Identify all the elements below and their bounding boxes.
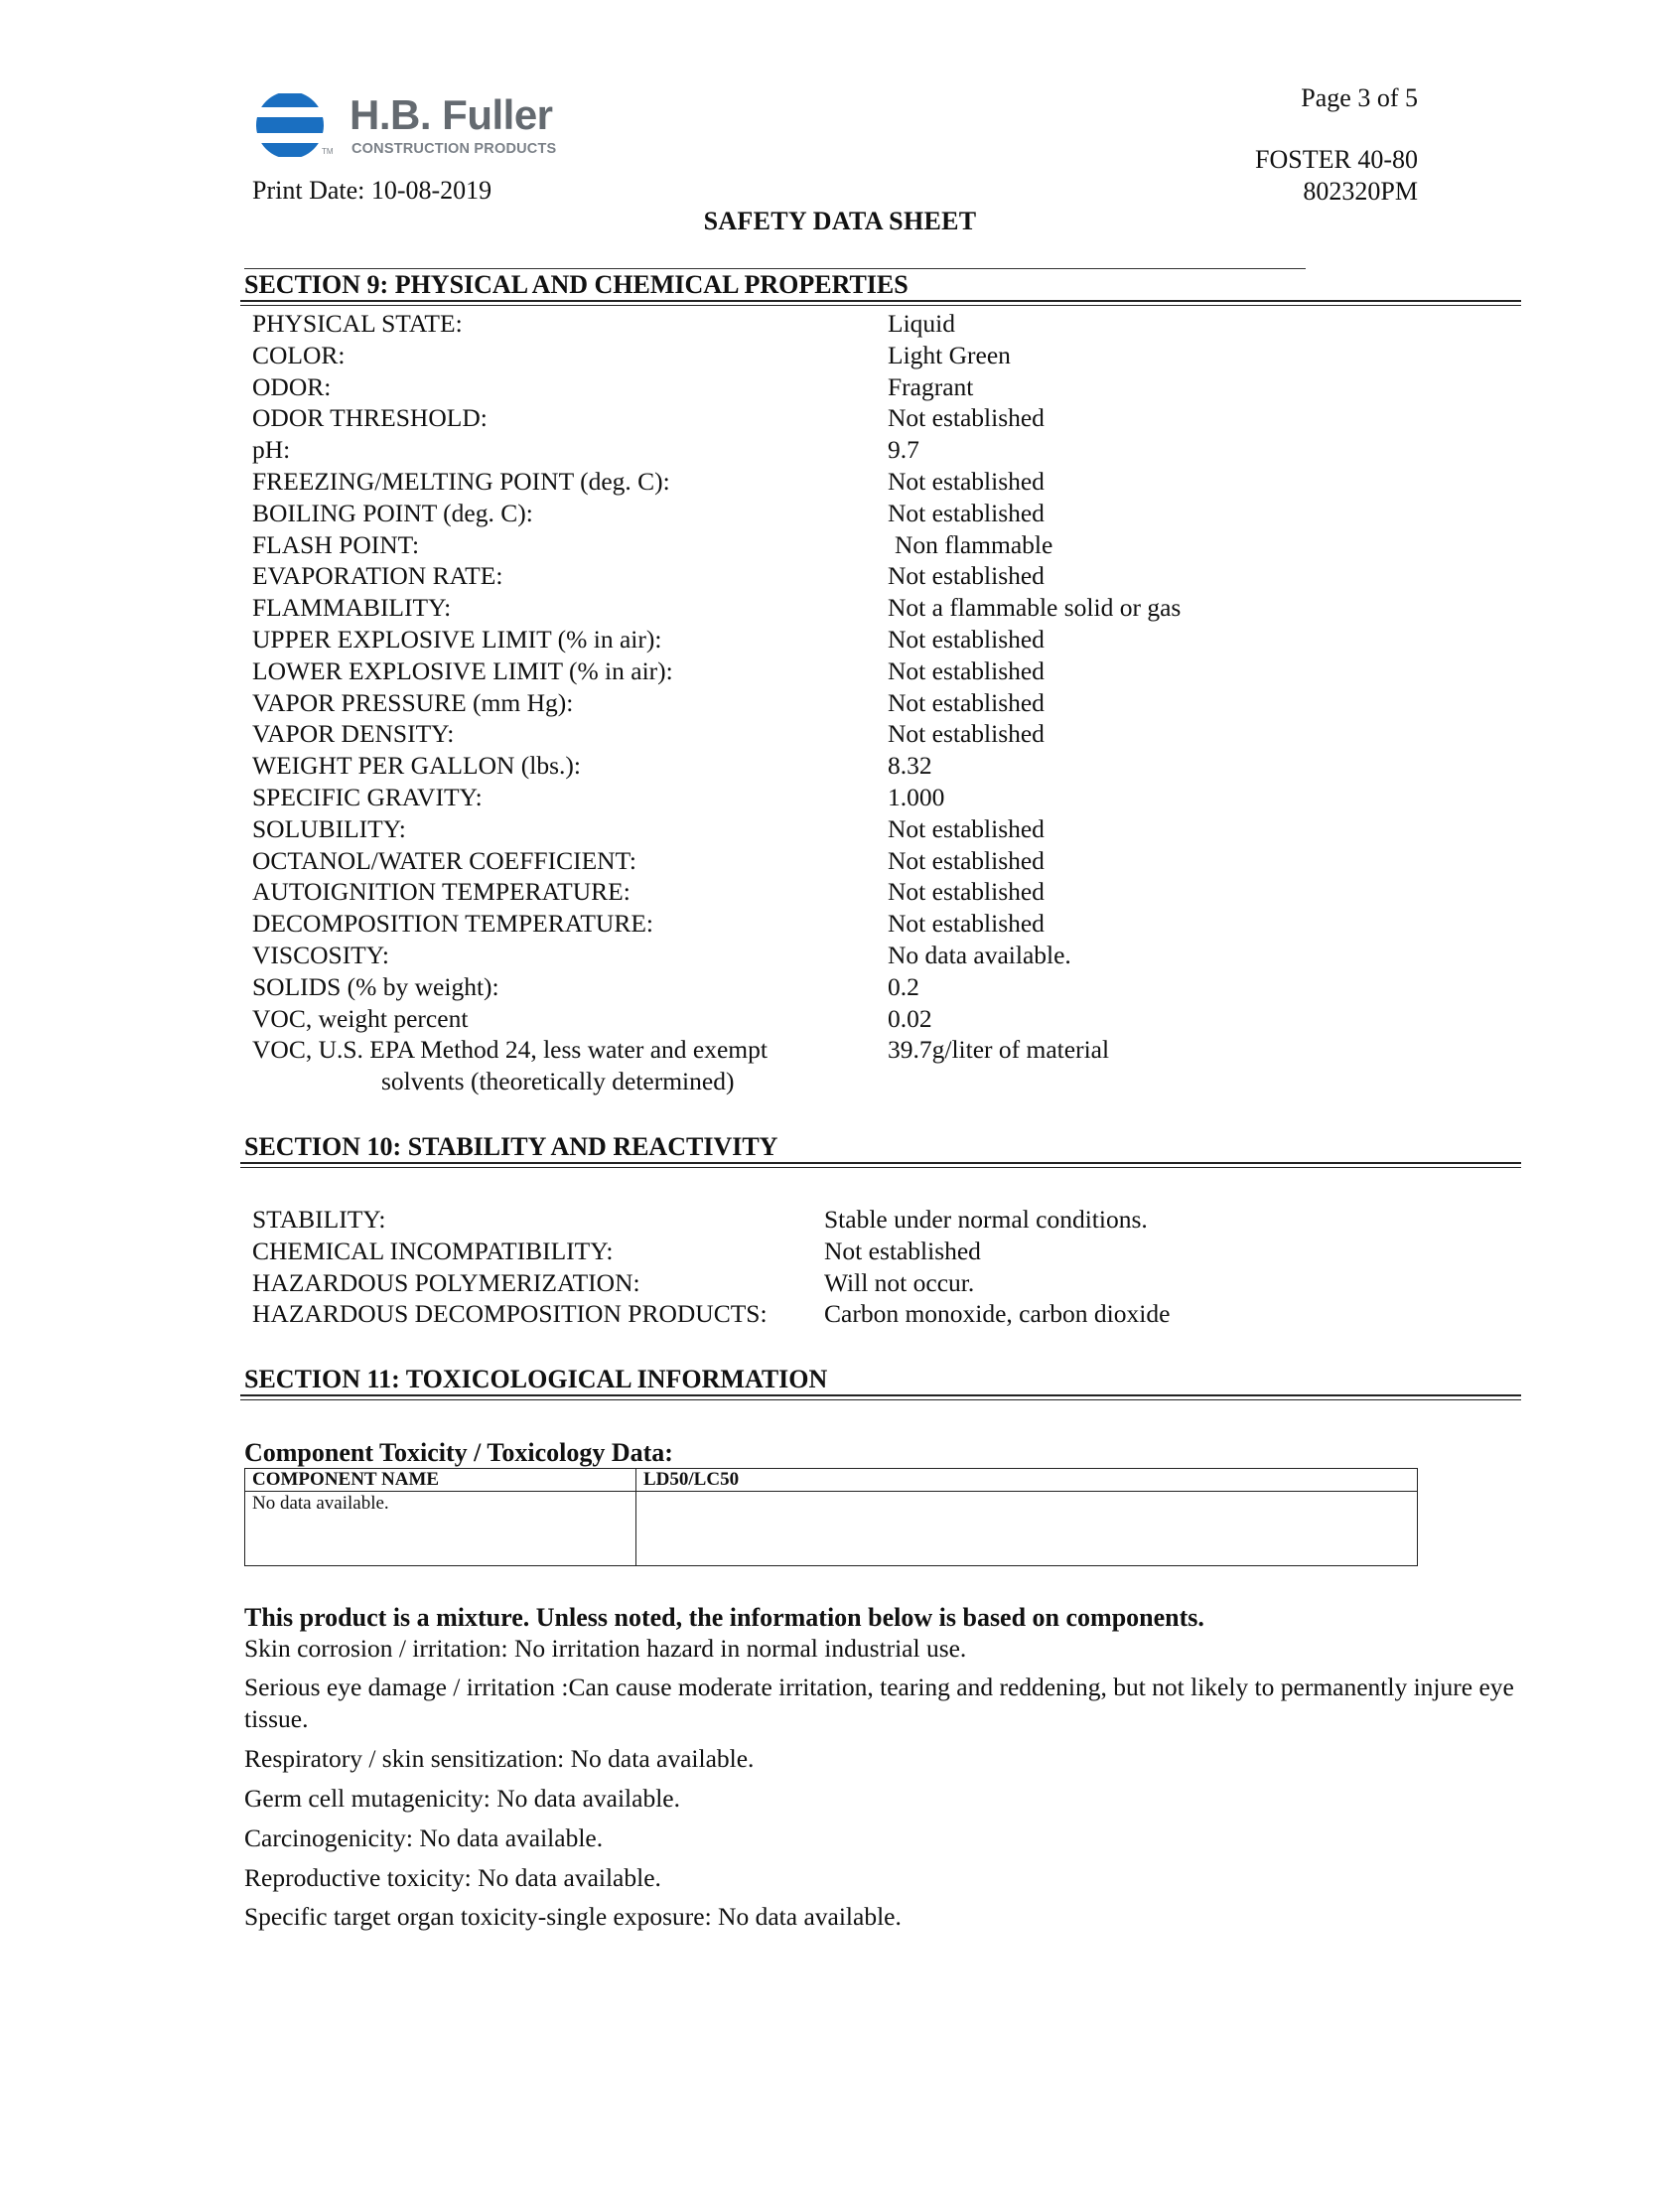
property-value: Not established bbox=[888, 466, 1045, 496]
property-label: OCTANOL/WATER COEFFICIENT: bbox=[252, 845, 636, 875]
property-value: Not a flammable solid or gas bbox=[888, 593, 1182, 623]
property-value: Not established bbox=[888, 624, 1045, 654]
property-label: VAPOR DENSITY: bbox=[252, 719, 455, 749]
property-label: BOILING POINT (deg. C): bbox=[252, 498, 533, 527]
column-header: COMPONENT NAME bbox=[245, 1469, 636, 1492]
stability-label: HAZARDOUS POLYMERIZATION: bbox=[252, 1267, 640, 1297]
property-label: PHYSICAL STATE: bbox=[252, 309, 463, 338]
property-row bbox=[252, 876, 1344, 908]
toxicology-item: Serious eye damage / irritation :Can cause moderate irritation, tearing and reddening, but not likely to permanently injure eye tissue. bbox=[244, 1673, 1514, 1733]
property-row bbox=[252, 718, 1344, 750]
toxicology-item: Skin corrosion / irritation: No irritation hazard in normal industrial use. bbox=[244, 1634, 967, 1663]
property-row bbox=[252, 402, 1344, 434]
property-value: Liquid bbox=[888, 309, 955, 338]
property-label: VOC, weight percent bbox=[252, 1003, 469, 1033]
property-label: VOC, U.S. EPA Method 24, less water and exempt bbox=[252, 1035, 768, 1065]
property-row bbox=[252, 845, 1344, 877]
section-10-title: SECTION 10: STABILITY AND REACTIVITY bbox=[244, 1132, 778, 1161]
toxicology-item: Reproductive toxicity: No data available. bbox=[244, 1863, 661, 1892]
property-label: WEIGHT PER GALLON (lbs.): bbox=[252, 751, 581, 781]
property-value: Not established bbox=[888, 561, 1045, 591]
property-value: Not established bbox=[888, 909, 1045, 939]
property-value: Not established bbox=[888, 877, 1045, 907]
property-label: LOWER EXPLOSIVE LIMIT (% in air): bbox=[252, 656, 673, 685]
property-value: 1.000 bbox=[888, 782, 945, 811]
toxicology-item: Germ cell mutagenicity: No data available. bbox=[244, 1784, 680, 1813]
property-value: Not established bbox=[888, 719, 1045, 749]
print-date: Print Date: 10-08-2019 bbox=[252, 176, 492, 205]
property-row bbox=[252, 1003, 1344, 1035]
property-value: 0.02 bbox=[888, 1003, 932, 1033]
property-row bbox=[252, 466, 1344, 498]
property-row bbox=[252, 592, 1344, 624]
property-label: COLOR: bbox=[252, 340, 346, 369]
property-label: AUTOIGNITION TEMPERATURE: bbox=[252, 877, 630, 907]
section-9-rule bbox=[240, 300, 1521, 306]
stability-label: HAZARDOUS DECOMPOSITION PRODUCTS: bbox=[252, 1299, 768, 1329]
section-9-title: SECTION 9: PHYSICAL AND CHEMICAL PROPERTIES bbox=[244, 270, 909, 299]
property-label: FREEZING/MELTING POINT (deg. C): bbox=[252, 466, 670, 496]
property-row bbox=[252, 340, 1344, 371]
property-label: VAPOR PRESSURE (mm Hg): bbox=[252, 687, 574, 717]
mixture-note: This product is a mixture. Unless noted, the information below is based on components. bbox=[244, 1603, 1204, 1632]
document-title: SAFETY DATA SHEET bbox=[703, 207, 977, 235]
property-value: No data available. bbox=[888, 940, 1071, 969]
hb-fuller-logo-icon bbox=[256, 91, 324, 159]
property-label: UPPER EXPLOSIVE LIMIT (% in air): bbox=[252, 624, 662, 654]
property-row bbox=[252, 908, 1344, 940]
section-11-title: SECTION 11: TOXICOLOGICAL INFORMATION bbox=[244, 1365, 828, 1393]
section-11-rule bbox=[240, 1394, 1521, 1400]
stability-list bbox=[252, 1204, 1344, 1330]
property-label: SPECIFIC GRAVITY: bbox=[252, 782, 483, 811]
property-label: DECOMPOSITION TEMPERATURE: bbox=[252, 909, 654, 939]
stability-value: Will not occur. bbox=[824, 1267, 975, 1297]
product-name: FOSTER 40-80 bbox=[1255, 145, 1418, 174]
property-value: Non flammable bbox=[895, 529, 1053, 559]
property-row bbox=[252, 971, 1344, 1003]
column-header: LD50/LC50 bbox=[636, 1469, 1418, 1492]
stability-label: STABILITY: bbox=[252, 1205, 386, 1234]
property-value: Not established bbox=[888, 656, 1045, 685]
property-row bbox=[252, 498, 1344, 529]
table-row bbox=[245, 1492, 1418, 1566]
stability-row bbox=[252, 1204, 1344, 1236]
table-header-row bbox=[245, 1469, 1418, 1492]
table-cell bbox=[636, 1492, 1418, 1566]
property-label: ODOR: bbox=[252, 371, 332, 401]
property-value: 0.2 bbox=[888, 971, 919, 1001]
property-row bbox=[252, 782, 1344, 813]
property-value: 39.7g/liter of material bbox=[888, 1035, 1110, 1065]
property-label: EVAPORATION RATE: bbox=[252, 561, 503, 591]
property-label: FLASH POINT: bbox=[252, 529, 420, 559]
section-10-rule bbox=[240, 1162, 1521, 1168]
property-row bbox=[252, 624, 1344, 656]
stability-row bbox=[252, 1267, 1344, 1299]
property-value: 9.7 bbox=[888, 435, 919, 465]
header-divider bbox=[244, 268, 1306, 269]
property-value: Not established bbox=[888, 845, 1045, 875]
stability-value: Stable under normal conditions. bbox=[824, 1205, 1148, 1234]
property-row bbox=[252, 750, 1344, 782]
component-toxicity-title: Component Toxicity / Toxicology Data: bbox=[244, 1438, 673, 1467]
property-value: Fragrant bbox=[888, 371, 974, 401]
property-row bbox=[252, 308, 1344, 340]
property-label: ODOR THRESHOLD: bbox=[252, 403, 488, 433]
property-row bbox=[252, 1034, 1344, 1096]
property-value: Not established bbox=[888, 403, 1045, 433]
property-row bbox=[252, 656, 1344, 687]
trademark-mark: TM bbox=[322, 147, 334, 156]
brand-name: H.B. Fuller bbox=[350, 91, 553, 138]
property-row bbox=[252, 434, 1344, 466]
toxicology-item: Specific target organ toxicity-single exposure: No data available. bbox=[244, 1902, 902, 1931]
property-row bbox=[252, 529, 1344, 561]
property-row bbox=[252, 940, 1344, 971]
property-value: Not established bbox=[888, 498, 1045, 527]
property-row bbox=[252, 813, 1344, 845]
property-label-continuation: solvents (theoretically determined) bbox=[381, 1067, 735, 1096]
property-value: Not established bbox=[888, 813, 1045, 843]
property-label: SOLIDS (% by weight): bbox=[252, 971, 499, 1001]
stability-value: Not established bbox=[824, 1236, 981, 1265]
product-code: 802320PM bbox=[1303, 177, 1418, 206]
property-label: FLAMMABILITY: bbox=[252, 593, 452, 623]
toxicology-item: Respiratory / skin sensitization: No data available. bbox=[244, 1744, 755, 1773]
property-row bbox=[252, 371, 1344, 403]
page-number: Page 3 of 5 bbox=[1301, 83, 1418, 112]
company-logo bbox=[256, 87, 574, 163]
toxicity-table bbox=[244, 1468, 1418, 1566]
stability-value: Carbon monoxide, carbon dioxide bbox=[824, 1299, 1171, 1329]
brand-subtitle: CONSTRUCTION PRODUCTS bbox=[351, 141, 557, 157]
property-label: SOLUBILITY: bbox=[252, 813, 406, 843]
property-value: 8.32 bbox=[888, 751, 932, 781]
stability-row bbox=[252, 1236, 1344, 1267]
physical-properties-list bbox=[252, 308, 1344, 1096]
property-row bbox=[252, 560, 1344, 592]
table-cell: No data available. bbox=[245, 1492, 636, 1566]
property-row bbox=[252, 687, 1344, 719]
stability-label: CHEMICAL INCOMPATIBILITY: bbox=[252, 1236, 614, 1265]
toxicology-item: Carcinogenicity: No data available. bbox=[244, 1823, 604, 1852]
stability-row bbox=[252, 1298, 1344, 1330]
property-label: VISCOSITY: bbox=[252, 940, 389, 969]
property-value: Light Green bbox=[888, 340, 1011, 369]
property-label: pH: bbox=[252, 435, 291, 465]
property-value: Not established bbox=[888, 687, 1045, 717]
